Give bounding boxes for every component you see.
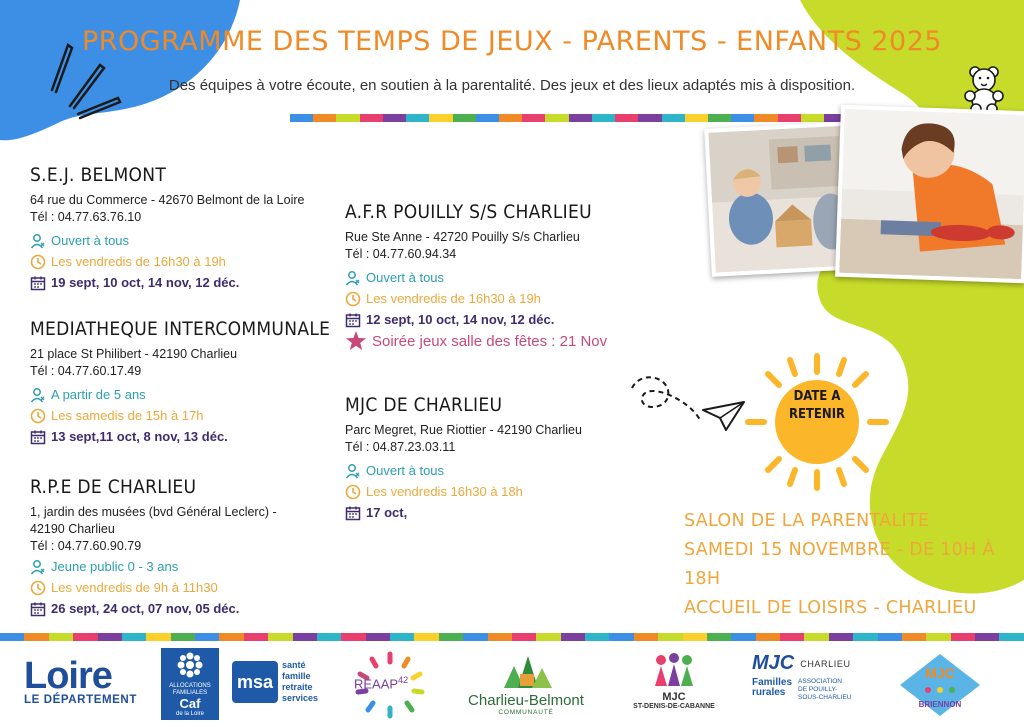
person-icon xyxy=(345,463,361,479)
stripe-segment xyxy=(902,633,926,641)
stripe-segment xyxy=(429,114,452,122)
stripe-segment xyxy=(268,633,292,641)
mjc-charlieu-letters: MJC xyxy=(752,652,795,674)
stripe-segment xyxy=(707,633,731,641)
familles-text-2: rurales xyxy=(752,687,786,698)
dates-text: 17 oct, xyxy=(366,505,408,520)
stripe-segment xyxy=(561,633,585,641)
page-subtitle: Des équipes à votre écoute, en soutien à la parentalité. Des jeux et des lieux adaptés mis à disposition. xyxy=(168,77,856,94)
familles-row xyxy=(752,678,862,702)
stripe-segment xyxy=(219,633,243,641)
msa-letters: msa xyxy=(232,661,278,703)
mjc-charlieu-row xyxy=(752,652,862,675)
reaap-text xyxy=(354,675,408,691)
audience-text: A partir de 5 ans xyxy=(51,387,146,402)
msa-text-3: retraite xyxy=(282,682,313,692)
calendar-icon xyxy=(30,601,46,617)
paper-plane-icon xyxy=(700,396,748,436)
venue-address: 64 rue du Commerce - 42670 Belmont de la Loire xyxy=(30,193,305,207)
stripe-segment xyxy=(293,633,317,641)
stripe-segment xyxy=(366,633,390,641)
stripe-segment xyxy=(341,633,365,641)
stripe-segment xyxy=(708,114,731,122)
stripe-segment xyxy=(801,114,824,122)
audience-row xyxy=(30,556,340,577)
stripe-segment xyxy=(336,114,359,122)
stripe-segment xyxy=(951,633,975,641)
stripe-segment xyxy=(73,633,97,641)
venue-phone: Tél : 04.77.60.17.49 xyxy=(30,364,142,378)
dates-text: 19 sept, 10 oct, 14 nov, 12 déc. xyxy=(51,275,240,290)
salon-announcement xyxy=(684,507,1014,623)
photo-child-bowling xyxy=(835,105,1024,284)
color-stripe-bottom xyxy=(0,633,1024,641)
stripe-segment xyxy=(406,114,429,122)
date-badge xyxy=(777,388,857,424)
logo-mjc-briennon xyxy=(898,652,982,718)
clock-icon xyxy=(345,291,361,307)
page-title: PROGRAMME DES TEMPS DE JEUX - PARENTS - ENFANTS 2025 xyxy=(81,26,943,57)
stripe-segment xyxy=(49,633,73,641)
venue-phone: Tél : 04.87.23.03.11 xyxy=(345,440,456,454)
stripe-segment xyxy=(683,633,707,641)
loire-wordmark: Loire xyxy=(24,655,112,697)
dates-row xyxy=(345,502,645,523)
stripe-segment xyxy=(634,633,658,641)
assoc-text-2: DE POUILLY- xyxy=(798,686,838,693)
stripe-segment xyxy=(360,114,383,122)
stripe-segment xyxy=(878,633,902,641)
star-icon xyxy=(345,330,367,352)
stripe-segment xyxy=(512,633,536,641)
association-text xyxy=(798,678,851,702)
familles-rurales xyxy=(752,678,792,698)
msa-text xyxy=(282,660,318,704)
special-event-row xyxy=(345,330,645,352)
loire-subtitle: LE DÉPARTEMENT xyxy=(24,694,137,706)
calendar-icon xyxy=(30,429,46,445)
stripe-segment xyxy=(658,633,682,641)
clock-icon xyxy=(30,254,46,270)
venue-phone: Tél : 04.77.63.76.10 xyxy=(30,210,142,224)
schedule-text: Les samedis de 15h à 17h xyxy=(51,408,204,423)
venue-name: A.F.R POUILLY S/S CHARLIEU xyxy=(345,201,592,223)
msa-text-2: famille xyxy=(282,671,311,681)
assoc-text-1: ASSOCIATION xyxy=(798,678,842,685)
stripe-segment xyxy=(463,633,487,641)
person-icon xyxy=(30,559,46,575)
logo-reaap xyxy=(350,648,430,722)
stripe-segment xyxy=(383,114,406,122)
stripe-segment xyxy=(545,114,568,122)
audience-row xyxy=(345,267,645,288)
caf-text-1: ALLOCATIONS xyxy=(169,683,211,689)
stripe-segment xyxy=(592,114,615,122)
audience-text: Ouvert à tous xyxy=(51,233,130,248)
venue-rpe-charlieu xyxy=(30,476,340,619)
stripe-segment xyxy=(609,633,633,641)
logo-msa xyxy=(232,660,318,704)
venue-mediatheque xyxy=(30,318,350,447)
mjc-stdenis-figures-icon xyxy=(649,652,699,686)
caf-text-2: FAMILIALES xyxy=(172,690,208,696)
date-badge-line2: RETENIR xyxy=(788,407,846,422)
schedule-row xyxy=(30,405,350,426)
stripe-segment xyxy=(476,114,499,122)
venue-name: MJC DE CHARLIEU xyxy=(345,394,503,416)
stripe-segment xyxy=(536,633,560,641)
schedule-row xyxy=(345,288,645,309)
dates-row xyxy=(345,309,645,330)
caf-text-3: Caf xyxy=(179,696,201,711)
stripe-segment xyxy=(488,633,512,641)
mjc-stdenis-sub: ST-DENIS-DE-CABANNE xyxy=(633,703,715,710)
stripe-segment xyxy=(195,633,219,641)
logo-loire xyxy=(24,655,137,706)
mjc-briennon-text: BRIENNON xyxy=(918,700,962,709)
date-badge-line1: DATE A xyxy=(793,389,841,404)
venue-afr-pouilly xyxy=(345,201,645,352)
stripe-segment xyxy=(290,114,313,122)
stripe-segment xyxy=(522,114,545,122)
stripe-segment xyxy=(829,633,853,641)
stripe-segment xyxy=(756,633,780,641)
audience-row xyxy=(30,384,350,405)
special-event-text: Soirée jeux salle des fêtes : 21 Nov xyxy=(372,332,608,350)
familles-text-1: Familles xyxy=(752,677,793,688)
schedule-row xyxy=(30,577,340,598)
teddy-bear-icon xyxy=(958,62,1010,114)
dates-row xyxy=(30,598,340,619)
stripe-segment xyxy=(638,114,661,122)
salon-line2: SAMEDI 15 NOVEMBRE - DE 10H À 18H xyxy=(684,540,995,589)
stripe-segment xyxy=(731,633,755,641)
schedule-row xyxy=(345,481,645,502)
audience-text: Ouvert à tous xyxy=(366,270,445,285)
venue-mjc-charlieu xyxy=(345,394,645,523)
stripe-segment xyxy=(439,633,463,641)
stripe-segment xyxy=(585,633,609,641)
dates-text: 13 sept,11 oct, 8 nov, 13 déc. xyxy=(51,429,228,444)
venue-sej-belmont xyxy=(30,164,340,293)
stripe-segment xyxy=(0,633,24,641)
stripe-segment xyxy=(317,633,341,641)
stripe-segment xyxy=(662,114,685,122)
venue-name: S.E.J. BELMONT xyxy=(30,164,167,186)
venue-address: Parc Megret, Rue Riottier - 42190 Charlieu xyxy=(345,423,582,437)
stripe-segment xyxy=(926,633,950,641)
dates-row xyxy=(30,426,350,447)
charlieu-belmont-name: Charlieu-Belmont xyxy=(468,692,584,709)
mjc-charlieu-text: CHARLIEU xyxy=(800,658,851,669)
caf-flower-icon xyxy=(175,652,205,678)
mjc-stdenis-label: MJC xyxy=(662,691,686,703)
schedule-text: Les vendredis de 9h à 11h30 xyxy=(51,580,218,595)
stripe-segment xyxy=(569,114,592,122)
charlieu-belmont-sub: COMMUNAUTÉ xyxy=(498,709,554,716)
stripe-segment xyxy=(754,114,777,122)
stripe-segment xyxy=(244,633,268,641)
reaap-label: REAAP xyxy=(354,676,399,692)
blue-blob xyxy=(0,0,240,140)
schedule-text: Les vendredis 16h30 à 18h xyxy=(366,484,523,499)
schedule-text: Les vendredis de 16h30 à 19h xyxy=(366,291,541,306)
calendar-icon xyxy=(345,505,361,521)
msa-text-1: santé xyxy=(282,660,306,670)
assoc-text-3: SOUS-CHARLIEU xyxy=(798,694,852,701)
stripe-segment xyxy=(999,633,1023,641)
stripe-segment xyxy=(853,633,877,641)
person-icon xyxy=(30,387,46,403)
clock-icon xyxy=(30,580,46,596)
stripe-segment xyxy=(171,633,195,641)
stripe-segment xyxy=(975,633,999,641)
stripe-segment xyxy=(146,633,170,641)
stripe-segment xyxy=(780,633,804,641)
dates-text: 26 sept, 24 oct, 07 nov, 05 déc. xyxy=(51,601,240,616)
logo-mjc-stdenis xyxy=(630,652,718,710)
stripe-segment xyxy=(685,114,708,122)
stripe-segment xyxy=(615,114,638,122)
stripe-segment xyxy=(804,633,828,641)
schedule-text: Les vendredis de 16h30 à 19h xyxy=(51,254,226,269)
audience-row xyxy=(345,460,645,481)
stripe-segment xyxy=(499,114,522,122)
venue-phone: Tél : 04.77.60.94.34 xyxy=(345,247,457,261)
audience-text: Jeune public 0 - 3 ans xyxy=(51,559,179,574)
venue-address-line2: 42190 Charlieu xyxy=(30,522,115,536)
venue-name: R.P.E DE CHARLIEU xyxy=(30,476,197,498)
stripe-segment xyxy=(122,633,146,641)
dates-row xyxy=(30,272,340,293)
logo-charlieu-belmont xyxy=(456,652,596,716)
stripe-segment xyxy=(778,114,801,122)
person-icon xyxy=(30,233,46,249)
stripe-segment xyxy=(390,633,414,641)
stripe-segment xyxy=(313,114,336,122)
clock-icon xyxy=(345,484,361,500)
logo-mjc-charlieu-familles xyxy=(752,652,862,702)
audience-text: Ouvert à tous xyxy=(366,463,445,478)
stripe-segment xyxy=(731,114,754,122)
stripe-segment xyxy=(414,633,438,641)
dates-text: 12 sept, 10 oct, 14 nov, 12 déc. xyxy=(366,312,555,327)
msa-text-4: services xyxy=(282,693,319,703)
reaap-number: 42 xyxy=(398,675,409,685)
venue-address: 21 place St Philibert - 42190 Charlieu xyxy=(30,347,238,361)
schedule-row xyxy=(30,251,340,272)
caf-text-4: de la Loire xyxy=(175,711,205,717)
venue-name: MEDIATHEQUE INTERCOMMUNALE xyxy=(30,318,331,340)
stripe-segment xyxy=(98,633,122,641)
venue-phone: Tél : 04.77.60.90.79 xyxy=(30,539,142,553)
stripe-segment xyxy=(24,633,48,641)
venue-address: Rue Ste Anne - 42720 Pouilly S/s Charlieu xyxy=(345,230,580,244)
audience-row xyxy=(30,230,340,251)
person-icon xyxy=(345,270,361,286)
charlieu-belmont-trees-icon xyxy=(498,652,554,688)
mjc-briennon-letters: MJC xyxy=(925,665,955,681)
salon-line1: SALON DE LA PARENTALITE xyxy=(684,511,930,531)
venue-address-line1: 1, jardin des musées (bvd Général Leclerc) - xyxy=(30,505,277,519)
calendar-icon xyxy=(345,312,361,328)
salon-line3: ACCUEIL DE LOISIRS - CHARLIEU xyxy=(684,598,977,618)
clock-icon xyxy=(30,408,46,424)
logo-caf xyxy=(161,648,219,720)
photo-child-image xyxy=(839,109,1024,279)
calendar-icon xyxy=(30,275,46,291)
stripe-segment xyxy=(453,114,476,122)
